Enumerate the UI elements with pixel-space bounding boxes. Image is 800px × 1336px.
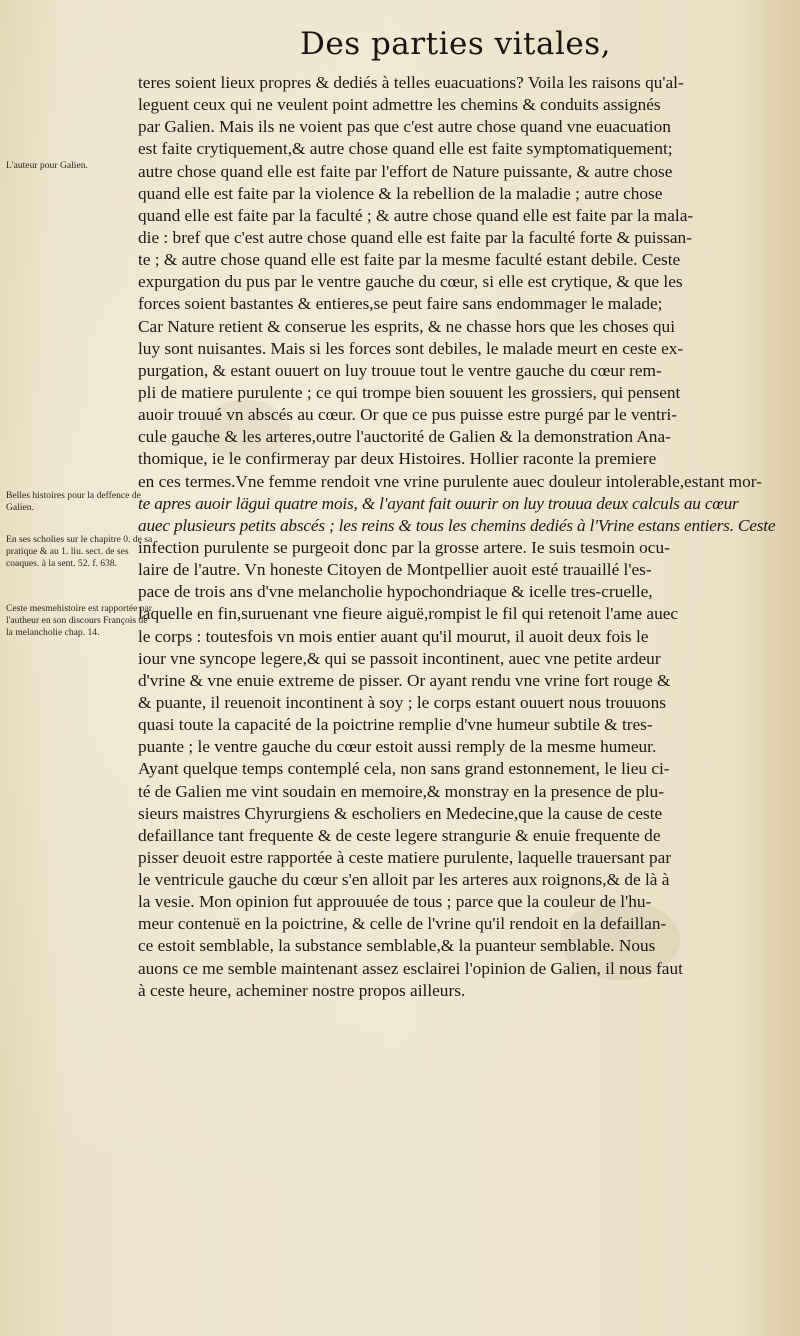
body-text — [138, 72, 798, 1002]
text-line: cule gauche & les arteres,outre l'auctorité de Galien & la demonstration Ana- — [138, 427, 671, 447]
text-line: autre chose quand elle est faite par l'effort de Nature puissante, & autre chose — [138, 161, 673, 181]
text-line: leguent ceux qui ne veulent point admettre les chemins & conduits assignés — [138, 95, 661, 115]
text-line: pace de trois ans d'vne melancholie hypochondriaque & icelle tres-cruelle, — [138, 582, 653, 602]
text-line: ce estoit semblable, la substance semblable,& la puanteur semblable. Nous — [138, 936, 656, 956]
text-line: sieurs maistres Chyrurgiens & escholiers en Medecine,que la cause de ceste — [138, 803, 663, 823]
margin-note-histories: Belles histoires pour la deffence de Galien. — [6, 490, 141, 513]
text-line: le ventricule gauche du cœur s'en alloit par les arteres aux roignons,& de là à — [138, 870, 670, 890]
text-line: auoir trouué vn abscés au cœur. Or que ce pus puisse estre purgé par le ventri- — [138, 405, 678, 425]
text-line: purgation, & estant ouuert on luy trouue tout le ventre gauche du cœur rem- — [138, 360, 662, 380]
text-line: te ; & autre chose quand elle est faite par la mesme faculté estant debile. Ceste — [138, 250, 681, 270]
text-line: expurgation du pus par le ventre gauche du cœur, si elle est crytique, & que les — [138, 272, 683, 292]
text-line: laquelle en fin,suruenant vne fieure aiguë,rompist le fil qui retenoit l'ame auec — [138, 604, 679, 624]
text-line: forces soient bastantes & entieres,se peut faire sans endommager le malade; — [138, 294, 663, 314]
text-line: teres soient lieux propres & dediés à telles euacuations? Voila les raisons qu'al- — [138, 73, 684, 92]
text-line: à ceste heure, acheminer nostre propos ailleurs. — [138, 980, 466, 1000]
text-line: par Galien. Mais ils ne voient pas que c'est autre chose quand vne euacuation — [138, 117, 671, 137]
margin-note-author: L'auteur pour Galien. — [6, 160, 88, 171]
text-line: thomique, ie le confirmeray par deux Histoires. Hollier raconte la premiere — [138, 449, 657, 469]
text-line: est faite crytiquement,& autre chose quand elle est faite symptomatiquement; — [138, 139, 673, 159]
text-line: te apres auoir lägui quatre mois, & l'ayant fait ouurir on luy trouua deux calculs au cœur — [138, 493, 739, 513]
text-line: auons ce me semble maintenant assez esclairei l'opinion de Galien, il nous faut — [138, 958, 683, 978]
text-line: le corps : toutesfois vn mois entier auant qu'il mourut, il auoit deux fois le — [138, 626, 649, 646]
text-line: en ces termes.Vne femme rendoit vne vrine purulente auec douleur intolerable,estant mor- — [138, 471, 762, 491]
text-line: d'vrine & vne enuie extreme de pisser. Or ayant rendu vne vrine fort rouge & — [138, 670, 671, 690]
text-line: quand elle est faite par la violence & la rebellion de la maladie ; autre chose — [138, 183, 663, 203]
text-line: luy sont nuisantes. Mais si les forces sont debiles, le malade meurt en ceste ex- — [138, 338, 684, 358]
text-line: & puante, il reuenoit incontinent à soy ; le corps estant ouuert nous trouuons — [138, 692, 666, 712]
text-line: puante ; le ventre gauche du cœur estoit aussi remply de la mesme humeur. — [138, 737, 657, 757]
text-line: laire de l'autre. Vn honeste Citoyen de Montpellier auoit esté trauaillé l'es- — [138, 560, 652, 580]
text-line: iour vne syncope legere,& qui se passoit incontinent, auec vne petite ardeur — [138, 648, 661, 668]
margin-note-melancholie: Ceste mesmehistoire est rapportée par l'autheur en son discours François de la melancholie chap. 14. — [6, 603, 152, 638]
text-line: té de Galien me vint soudain en memoire,& monstray en la presence de plu- — [138, 781, 664, 801]
text-line: la vesie. Mon opinion fut approuuée de tous ; parce que la couleur de l'hu- — [138, 892, 652, 912]
running-head: Des parties vitales, — [300, 26, 611, 62]
text-line: Car Nature retient & conserue les esprits, & ne chasse hors que les choses qui — [138, 316, 676, 336]
text-line: meur contenuë en la poictrine, & celle de l'vrine qu'il rendoit en la defaillan- — [138, 914, 667, 934]
text-line: infection purulente se purgeoit donc par la grosse artere. Ie suis tesmoin ocu- — [138, 537, 670, 557]
text-line: quasi toute la capacité de la poictrine remplie d'vne humeur subtile & tres- — [138, 715, 653, 735]
text-line: pisser deuoit estre rapportée à ceste matiere purulente, laquelle trauersant par — [138, 847, 672, 867]
text-line: die : bref que c'est autre chose quand elle est faite par la faculté forte & puissan- — [138, 227, 692, 247]
text-line: auec plusieurs petits abscés ; les reins & tous les chemins dediés à l'Vrine estans entiers. Ceste — [138, 515, 776, 535]
text-line: Ayant quelque temps contemplé cela, non sans grand estonnement, le lieu ci- — [138, 759, 670, 779]
text-line: defaillance tant frequente & de ceste legere strangurie & enuie frequente de — [138, 825, 661, 845]
margin-note-scholies: En ses scholies sur le chapitre 0. de sa pratique & au 1. liu. sect. de ses coaques. à la sent. 52. f. 638. — [6, 534, 153, 569]
text-line: quand elle est faite par la faculté ; & autre chose quand elle est faite par la mala- — [138, 205, 694, 225]
text-line: pli de matiere purulente ; ce qui trompe bien souuent les grossiers, qui pensent — [138, 382, 681, 402]
